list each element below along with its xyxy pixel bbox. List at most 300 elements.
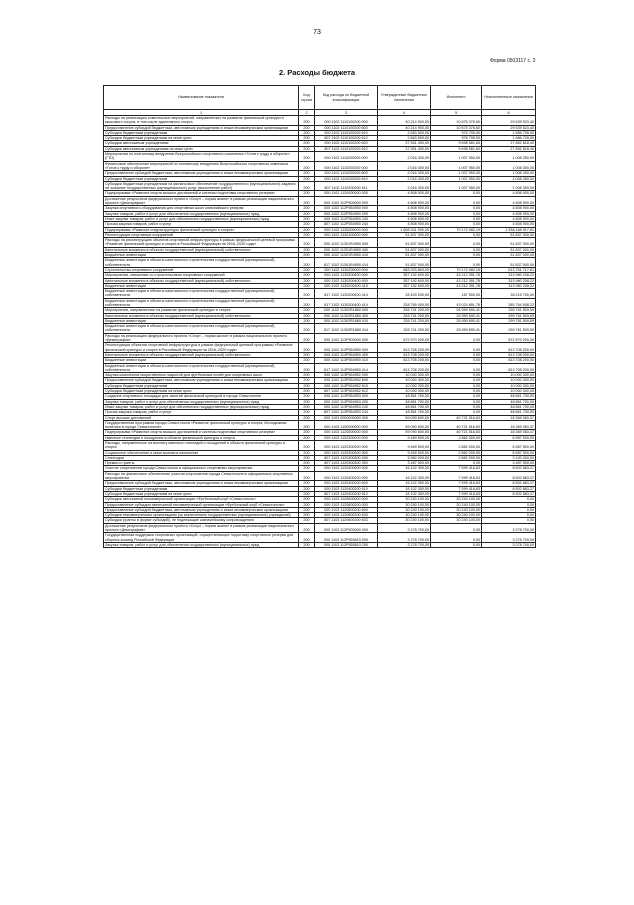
row-approved-cell: 813 708 200,00 [378, 363, 431, 373]
row-unexecuted-cell: 27 852 818,40 [482, 146, 536, 151]
row-unexecuted-cell: 18 369 083,37 [482, 415, 536, 420]
row-name-cell: Бюджетные инвестиции [104, 358, 299, 363]
row-executed-cell: 187 500,00 [431, 289, 482, 299]
row-approved-cell: 30 240 100,00 [378, 507, 431, 512]
row-approved-cell: 51 837 000,00 [378, 247, 431, 252]
row-name-cell: Подпрограмма «Развитие инфраструктуры физической культуры и спорта» [104, 227, 299, 232]
row-unexecuted-cell: 8 502 883,37 [482, 491, 536, 496]
row-approved-cell: 326 741 200,00 [378, 324, 431, 334]
row-kbk-cell: 000 1102 113P554952 600 [315, 378, 378, 383]
column-number: 4 [378, 110, 431, 116]
row-code-cell: 200 [299, 141, 315, 146]
row-executed-cell: 7 599 416,63 [431, 486, 482, 491]
row-approved-cell: 51 837 000,00 [378, 253, 431, 258]
row-code-cell: 200 [299, 430, 315, 435]
row-code-cell: 200 [299, 491, 315, 496]
row-executed-cell: 1 007 950,00 [431, 171, 482, 176]
header-kbk: Код расхода по бюджетной классификации [315, 86, 378, 110]
row-kbk-cell: 817 1102 1130200400 414 [315, 289, 378, 299]
row-approved-cell: 4 808 900,00 [378, 196, 431, 206]
row-kbk-cell: 000 1102 1130200000 000 [315, 267, 378, 272]
row-unexecuted-cell: 1 008 350,00 [482, 161, 536, 171]
row-code-cell: 200 [299, 497, 315, 502]
row-name-cell: Реконструкция объектов спортивной инфраструктуры в рамках федеральной целевой программы «Развитие физической культуры и спорта в Российской Федерации на 2016–2020 годы» [104, 343, 299, 353]
row-name-cell: Достижение результатов федерального проекта «Спорт – норма жизни» в рамках реализации национального проекта «Демография» [104, 523, 299, 533]
row-name-cell: Стипендии [104, 455, 299, 460]
row-unexecuted-cell: 10 000 300,00 [482, 373, 536, 378]
row-approved-cell: 813 708 200,00 [378, 358, 431, 363]
row-unexecuted-cell: 1 008 350,00 [482, 171, 536, 176]
row-kbk-cell: 807 1103 1120600200 633 [315, 518, 378, 523]
row-name-cell: Прочая закупка товаров, работ и услуг [104, 410, 299, 415]
row-name-cell: Именные стипендии и поощрения в области физической культуры и спорта [104, 435, 299, 440]
row-code-cell: 200 [299, 481, 315, 486]
table-row [104, 152, 536, 162]
row-executed-cell: 26 959 690,41 [431, 318, 482, 323]
row-code-cell: 200 [299, 136, 315, 141]
row-name-cell: Иные закупки товаров, работ и услуг для обеспечения государственных (муниципальных) нужд [104, 404, 299, 409]
row-executed-cell: 0,00 [431, 216, 482, 221]
row-code-cell: 200 [299, 415, 315, 420]
row-name-cell: Субсидии бюджетным учреждениям [104, 486, 299, 491]
table-header-row [104, 86, 536, 110]
row-name-cell: Субсидии бюджетным учреждениям на иные цели [104, 136, 299, 141]
row-unexecuted-cell: 29 539 523,40 [482, 125, 536, 130]
header-code: Код строки [299, 86, 315, 110]
row-code-cell: 200 [299, 507, 315, 512]
row-name-cell: Субсидии бюджетным учреждениям [104, 176, 299, 181]
row-kbk-cell: 000 1102 11301R4950 400 [315, 247, 378, 252]
row-name-cell: Закупка товаров, работ и услуг для обеспечения государственных (муниципальных) нужд [104, 399, 299, 404]
row-code-cell: 200 [299, 258, 315, 268]
row-approved-cell: 16 102 300,00 [378, 486, 431, 491]
row-name-cell: Бюджетные инвестиции в объекты капитального строительства государственной (муниципальной) собственности [104, 298, 299, 308]
row-unexecuted-cell: 1 008 350,00 [482, 152, 536, 162]
row-code-cell: 200 [299, 513, 315, 518]
row-name-cell: Бюджетные инвестиции в объекты капитального строительства государственной (муниципальной) собственности [104, 324, 299, 334]
row-executed-cell: 0,00 [431, 232, 482, 237]
row-approved-cell: 4 808 900,00 [378, 191, 431, 196]
row-kbk-cell: 000 1102 112P554950 240 [315, 216, 378, 221]
row-approved-cell: 30 240 100,00 [378, 518, 431, 523]
row-executed-cell: 30 240 100,00 [431, 507, 482, 512]
row-executed-cell: 7 599 416,63 [431, 481, 482, 486]
row-kbk-cell: 000 1102 1110200000 000 [315, 152, 378, 162]
row-code-cell: 200 [299, 238, 315, 248]
row-executed-cell: 0,00 [431, 378, 482, 383]
table-row [104, 542, 536, 547]
row-name-cell: Предоставление субсидий бюджетным, автономным учреждениям и иным некоммерческим организациям [104, 481, 299, 486]
row-code-cell: 200 [299, 502, 315, 507]
row-approved-cell: 3 487 500,00 [378, 461, 431, 466]
row-name-cell: Субсидии (гранты в форме субсидий), не подлежащие казначейскому сопровождению [104, 518, 299, 523]
row-executed-cell: 0,00 [431, 533, 482, 543]
row-code-cell: 200 [299, 363, 315, 373]
row-code-cell: 200 [299, 267, 315, 272]
row-code-cell: 200 [299, 206, 315, 211]
row-unexecuted-cell: 27 852 818,40 [482, 141, 536, 146]
row-executed-cell: 7 599 416,63 [431, 491, 482, 496]
row-kbk-cell: 000 1103 1120000000 000 [315, 430, 378, 435]
row-approved-cell: 813 708 200,00 [378, 343, 431, 353]
row-approved-cell: 59 090 600,00 [378, 430, 431, 435]
row-unexecuted-cell: 0,00 [482, 507, 536, 512]
row-approved-cell: 40 214 900,00 [378, 125, 431, 130]
section-title: 2. Расходы бюджета [278, 68, 356, 77]
row-unexecuted-cell: 299 781 509,59 [482, 324, 536, 334]
row-executed-cell: 0,00 [431, 211, 482, 216]
row-code-cell: 200 [299, 308, 315, 313]
row-approved-cell: 10 000 300,00 [378, 389, 431, 394]
table-row [104, 533, 536, 543]
row-name-cell: Достижение результатов федерального проекта «Спорт – норма жизни» в рамках реализации национального проекта «Демография» [104, 196, 299, 206]
row-kbk-cell: 000 1102 11301R4950 000 [315, 238, 378, 248]
row-name-cell: Расходы на реализацию федерального проекта «Спорт – норма жизни» в рамках национального проекта «Демография» [104, 333, 299, 343]
row-name-cell: Расходы на финансовое обеспечение участия спортсменов города Севастополя в официальных спортивных мероприятиях [104, 471, 299, 481]
table-row [104, 289, 536, 299]
row-unexecuted-cell: 3 278 700,00 [482, 533, 536, 543]
row-kbk-cell: 000 1102 1130100000 000 [315, 232, 378, 237]
row-approved-cell: 3 278 700,00 [378, 533, 431, 543]
row-executed-cell: 0,00 [431, 253, 482, 258]
row-kbk-cell: 817 1102 11301R4950 414 [315, 258, 378, 268]
row-executed-cell: 9 698 581,60 [431, 146, 482, 151]
row-name-cell: Субсидии автономной некоммерческой организации «Футбольный клуб «Севастополь» [104, 497, 299, 502]
row-code-cell: 200 [299, 373, 315, 378]
row-code-cell: 200 [299, 278, 315, 283]
row-executed-cell: 0,00 [431, 404, 482, 409]
row-unexecuted-cell: 3 100 000,00 [482, 455, 536, 460]
row-kbk-cell: 000 1102 113P554953 200 [315, 399, 378, 404]
row-executed-cell: 43 024 891,78 [431, 298, 482, 308]
row-code-cell: 200 [299, 471, 315, 481]
row-unexecuted-cell: 613 761 717,81 [482, 267, 536, 272]
row-approved-cell: 40 214 900,00 [378, 116, 431, 126]
row-unexecuted-cell: 51 837 000,00 [482, 238, 536, 248]
row-name-cell: Бюджетные инвестиции [104, 318, 299, 323]
row-approved-cell: 4 808 900,00 [378, 206, 431, 211]
row-kbk-cell: 817 1102 113P554950 414 [315, 363, 378, 373]
row-code-cell: 200 [299, 324, 315, 334]
row-approved-cell: 37 551 400,00 [378, 141, 431, 146]
column-number: 1 [104, 110, 299, 116]
row-approved-cell: 357 192 600,00 [378, 283, 431, 288]
row-kbk-cell: 000 1102 113P500000 000 [315, 333, 378, 343]
row-code-cell: 200 [299, 441, 315, 451]
row-code-cell: 200 [299, 389, 315, 394]
row-unexecuted-cell: 51 837 000,00 [482, 247, 536, 252]
row-unexecuted-cell: 48 861 700,00 [482, 410, 536, 415]
row-code-cell: 200 [299, 420, 315, 430]
row-name-cell: Предоставление субсидий бюджетным, автономным учреждениям и иным некоммерческим организациям [104, 378, 299, 383]
row-approved-cell: 28 403 200,00 [378, 289, 431, 299]
row-approved-cell: 16 102 300,00 [378, 491, 431, 496]
row-kbk-cell: 000 1103 1120600200 630 [315, 513, 378, 518]
row-executed-cell: 7 599 416,63 [431, 466, 482, 471]
row-name-cell: Строительство спортивных сооружений [104, 267, 299, 272]
row-executed-cell: 1 007 950,00 [431, 152, 482, 162]
row-executed-cell: 43 212 391,78 [431, 283, 482, 288]
row-kbk-cell: 000 1102 113P554953 240 [315, 404, 378, 409]
row-code-cell: 200 [299, 273, 315, 278]
row-unexecuted-cell: 18 369 083,37 [482, 430, 536, 435]
row-kbk-cell: 000 1102 1130200400 000 [315, 273, 378, 278]
row-kbk-cell: 000 1102 1110200200 610 [315, 176, 378, 181]
row-code-cell: 200 [299, 222, 315, 227]
row-name-cell: Капитальные вложения в объекты государственной (муниципальной) собственности [104, 278, 299, 283]
row-kbk-cell: 817 1102 1130200400 414 [315, 298, 378, 308]
row-approved-cell: 2 016 300,00 [378, 171, 431, 176]
row-unexecuted-cell: 1 686 705,00 [482, 130, 536, 135]
row-name-cell: Закупка товаров, работ и услуг для обеспечения государственных (муниципальных) нужд [104, 211, 299, 216]
row-unexecuted-cell: 10 000 300,00 [482, 378, 536, 383]
row-executed-cell: 0,00 [431, 191, 482, 196]
row-approved-cell: 2 016 300,00 [378, 181, 431, 191]
row-approved-cell: 2 663 500,00 [378, 136, 431, 141]
row-executed-cell: 2 882 000,00 [431, 455, 482, 460]
row-name-cell: Подпрограмма «Развитие спорта высших достижений и системы подготовки спортивного резерва» [104, 191, 299, 196]
table-row [104, 161, 536, 171]
row-code-cell: 200 [299, 378, 315, 383]
row-code-cell: 200 [299, 247, 315, 252]
table-row [104, 324, 536, 334]
row-kbk-cell: 000 1102 1130000000 000 [315, 227, 378, 232]
table-row [104, 181, 536, 191]
row-code-cell: 200 [299, 358, 315, 363]
row-name-cell: Бюджетные инвестиции [104, 253, 299, 258]
row-name-cell: Субсидии некоммерческим организациям (за исключением государственных (муниципальных) учреждений) [104, 513, 299, 518]
row-code-cell: 200 [299, 298, 315, 308]
row-unexecuted-cell: 4 808 900,00 [482, 216, 536, 221]
row-name-cell: Капитальные вложения в объекты государственной (муниципальной) собственности [104, 313, 299, 318]
row-approved-cell: 4 808 900,00 [378, 211, 431, 216]
row-executed-cell: 0,00 [431, 523, 482, 533]
row-name-cell: Субсидии автономным учреждениям [104, 141, 299, 146]
row-kbk-cell: 000 1103 112P500000 000 [315, 523, 378, 533]
row-executed-cell: 9 698 581,60 [431, 141, 482, 146]
row-code-cell: 200 [299, 435, 315, 440]
row-unexecuted-cell: 4 808 900,00 [482, 222, 536, 227]
row-approved-cell: 2 016 300,00 [378, 176, 431, 181]
row-executed-cell: 30 240 100,00 [431, 513, 482, 518]
row-kbk-cell: 000 1103 1120300300 300 [315, 450, 378, 455]
row-approved-cell: 872 570 200,00 [378, 333, 431, 343]
row-kbk-cell: 807 1102 113P554952 612 [315, 389, 378, 394]
row-unexecuted-cell: 8 502 883,37 [482, 481, 536, 486]
row-unexecuted-cell: 4 808 900,00 [482, 191, 536, 196]
table-row [104, 258, 536, 268]
row-name-cell: Капитальные вложения в объекты государственной (муниципальной) собственности [104, 247, 299, 252]
table-body [104, 116, 536, 548]
row-kbk-cell: 000 1102 113P554950 400 [315, 352, 378, 357]
row-approved-cell: 328 789 400,00 [378, 298, 431, 308]
row-executed-cell: 10 675 376,60 [431, 125, 482, 130]
row-approved-cell: 1 608 341 000,00 [378, 227, 431, 232]
row-unexecuted-cell: 299 781 509,59 [482, 308, 536, 313]
row-code-cell: 200 [299, 289, 315, 299]
row-executed-cell: 1 007 950,00 [431, 161, 482, 171]
row-unexecuted-cell: 813 708 200,00 [482, 352, 536, 357]
column-number: 6 [482, 110, 536, 116]
row-name-cell: Капитальные вложения в объекты государственной (муниципальной) собственности [104, 352, 299, 357]
row-approved-cell: 9 469 500,00 [378, 450, 431, 455]
row-name-cell: Субсидии бюджетным учреждениям [104, 130, 299, 135]
row-executed-cell: 0,00 [431, 461, 482, 466]
table-row [104, 116, 536, 126]
row-name-cell: Бюджетные инвестиции [104, 283, 299, 288]
row-code-cell: 200 [299, 533, 315, 543]
row-executed-cell: 26 959 690,41 [431, 313, 482, 318]
row-approved-cell: 10 000 300,00 [378, 378, 431, 383]
row-name-cell: Спорт высших достижений [104, 415, 299, 420]
row-code-cell: 200 [299, 152, 315, 162]
row-kbk-cell: 000 1102 1110200200 000 [315, 161, 378, 171]
row-executed-cell: 0,00 [431, 247, 482, 252]
row-name-cell: Бюджетные инвестиции в объекты капитального строительства государственной (муниципальной) собственности [104, 363, 299, 373]
row-code-cell: 200 [299, 211, 315, 216]
row-approved-cell: 813 708 200,00 [378, 352, 431, 357]
row-executed-cell: 70 172 082,19 [431, 227, 482, 232]
row-approved-cell: 30 240 100,00 [378, 513, 431, 518]
row-kbk-cell: 000 1103 0000000000 000 [315, 415, 378, 420]
row-approved-cell: 48 861 700,00 [378, 410, 431, 415]
row-name-cell: Предоставление субсидии автономной некоммерческой организации «Футбольный клуб «Севастополь» [104, 502, 299, 507]
table-row [104, 196, 536, 206]
row-executed-cell: 10 675 376,60 [431, 116, 482, 126]
row-code-cell: 200 [299, 343, 315, 353]
table-row [104, 441, 536, 451]
row-kbk-cell: 807 1102 113P554953 244 [315, 410, 378, 415]
row-name-cell: Субсидии бюджетным учреждениям на иные цели [104, 491, 299, 496]
row-code-cell: 200 [299, 196, 315, 206]
row-kbk-cell: 817 1102 11302R1860 414 [315, 324, 378, 334]
row-executed-cell: 0,00 [431, 363, 482, 373]
row-unexecuted-cell: 1 008 350,00 [482, 176, 536, 181]
row-approved-cell: 48 861 700,00 [378, 399, 431, 404]
row-executed-cell: 26 959 690,41 [431, 324, 482, 334]
row-executed-cell: 2 882 000,00 [431, 450, 482, 455]
row-executed-cell: 40 721 516,63 [431, 420, 482, 430]
row-approved-cell: 3 278 700,00 [378, 523, 431, 533]
row-kbk-cell: 807 1102 1110100200 612 [315, 136, 378, 141]
row-kbk-cell: 000 1102 113P554952 610 [315, 383, 378, 388]
row-executed-cell: 2 882 000,00 [431, 441, 482, 451]
row-executed-cell: 0,00 [431, 258, 482, 268]
row-unexecuted-cell: 299 781 509,59 [482, 318, 536, 323]
row-approved-cell: 51 837 000,00 [378, 238, 431, 248]
row-code-cell: 200 [299, 410, 315, 415]
row-approved-cell: 2 016 300,00 [378, 161, 431, 171]
row-approved-cell: 2 016 300,00 [378, 152, 431, 162]
row-unexecuted-cell: 10 000 300,00 [482, 389, 536, 394]
row-approved-cell: 51 837 000,00 [378, 232, 431, 237]
row-code-cell: 200 [299, 352, 315, 357]
row-executed-cell: 0,00 [431, 410, 482, 415]
row-kbk-cell: 000 1103 1120400200 600 [315, 481, 378, 486]
row-unexecuted-cell: 872 570 200,00 [482, 333, 536, 343]
row-approved-cell: 357 192 600,00 [378, 273, 431, 278]
row-name-cell: Создание спортивных площадок для занятий физической культурой в городе Севастополе [104, 394, 299, 399]
row-code-cell: 200 [299, 318, 315, 323]
row-kbk-cell: 000 1103 1120400200 000 [315, 471, 378, 481]
row-kbk-cell: 807 1102 112P554950 244 [315, 222, 378, 227]
row-name-cell: Иные закупки товаров, работ и услуг для обеспечения государственных (муниципальных) нужд [104, 216, 299, 221]
row-executed-cell: 0,00 [431, 222, 482, 227]
row-executed-cell: 0,00 [431, 373, 482, 378]
row-kbk-cell: 000 1102 112P554950 000 [315, 206, 378, 211]
row-executed-cell: 43 212 391,78 [431, 278, 482, 283]
row-executed-cell: 0,00 [431, 383, 482, 388]
row-unexecuted-cell: 285 764 508,22 [482, 298, 536, 308]
row-code-cell: 200 [299, 130, 315, 135]
row-code-cell: 200 [299, 394, 315, 399]
row-unexecuted-cell: 6 587 500,00 [482, 435, 536, 440]
row-kbk-cell: 000 1103 1120600000 000 [315, 497, 378, 502]
table-row [104, 471, 536, 481]
row-executed-cell: 2 882 000,00 [431, 435, 482, 440]
table-row [104, 238, 536, 248]
row-kbk-cell: 000 1102 1110100200 620 [315, 141, 378, 146]
row-unexecuted-cell: 313 980 208,22 [482, 273, 536, 278]
row-approved-cell: 10 000 300,00 [378, 373, 431, 378]
row-name-cell: Государственная поддержка спортивных организаций, осуществляющих подготовку спортивного резерва для сборных команд Российской Федерации [104, 533, 299, 543]
row-name-cell: Предоставление субсидий бюджетным, автономным учреждениям и иным некоммерческим организациям [104, 507, 299, 512]
row-kbk-cell: 000 1103 1120400200 610 [315, 486, 378, 491]
row-executed-cell: 0,00 [431, 358, 482, 363]
form-label: Форма 0503117 с. 2 [490, 58, 536, 64]
row-code-cell: 200 [299, 191, 315, 196]
header-executed: Исполнено [431, 86, 482, 110]
row-kbk-cell: 000 1102 1130200400 400 [315, 278, 378, 283]
column-number: 3 [315, 110, 378, 116]
row-approved-cell: 326 741 200,00 [378, 318, 431, 323]
row-code-cell: 200 [299, 313, 315, 318]
row-approved-cell: 326 741 200,00 [378, 308, 431, 313]
row-approved-cell: 357 192 600,00 [378, 278, 431, 283]
row-executed-cell: 0,00 [431, 389, 482, 394]
row-name-cell: Государственная программа города Севастополя «Развитие физической культуры и спорта. Молодежная политика в городе Севастополе» [104, 420, 299, 430]
row-unexecuted-cell: 51 837 000,00 [482, 232, 536, 237]
row-code-cell: 200 [299, 455, 315, 460]
row-kbk-cell: 000 1102 112P500000 000 [315, 196, 378, 206]
row-name-cell: Подпрограмма «Развитие спорта высших достижений и системы подготовки спортивного резерва» [104, 430, 299, 435]
row-name-cell: Бюджетные инвестиции в объекты капитального строительства государственной (муниципальной) собственности [104, 289, 299, 299]
row-unexecuted-cell: 0,00 [482, 502, 536, 507]
row-unexecuted-cell: 48 861 700,00 [482, 399, 536, 404]
row-approved-cell: 48 861 700,00 [378, 404, 431, 409]
row-code-cell: 200 [299, 181, 315, 191]
row-kbk-cell: 000 1103 1120600200 600 [315, 507, 378, 512]
row-approved-cell: 59 090 600,00 [378, 415, 431, 420]
row-unexecuted-cell: 18 369 083,37 [482, 420, 536, 430]
table-row [104, 343, 536, 353]
row-unexecuted-cell: 813 708 200,00 [482, 343, 536, 353]
row-code-cell: 200 [299, 399, 315, 404]
row-executed-cell: 70 172 082,19 [431, 267, 482, 272]
row-unexecuted-cell: 28 215 700,00 [482, 289, 536, 299]
row-executed-cell: 1 007 950,00 [431, 181, 482, 191]
row-name-cell: Мероприятия, направленные на развитие физической культуры и спорта [104, 308, 299, 313]
row-name-cell: Социальное обеспечение и иные выплаты населению [104, 450, 299, 455]
row-unexecuted-cell: 3 278 700,00 [482, 523, 536, 533]
row-kbk-cell: 000 1103 1120300300 000 [315, 441, 378, 451]
row-unexecuted-cell: 6 587 500,00 [482, 441, 536, 451]
row-code-cell: 200 [299, 176, 315, 181]
row-unexecuted-cell: 299 781 509,59 [482, 313, 536, 318]
row-unexecuted-cell: 10 000 300,00 [482, 383, 536, 388]
row-executed-cell: 7 599 416,63 [431, 471, 482, 481]
row-unexecuted-cell: 51 837 000,00 [482, 253, 536, 258]
